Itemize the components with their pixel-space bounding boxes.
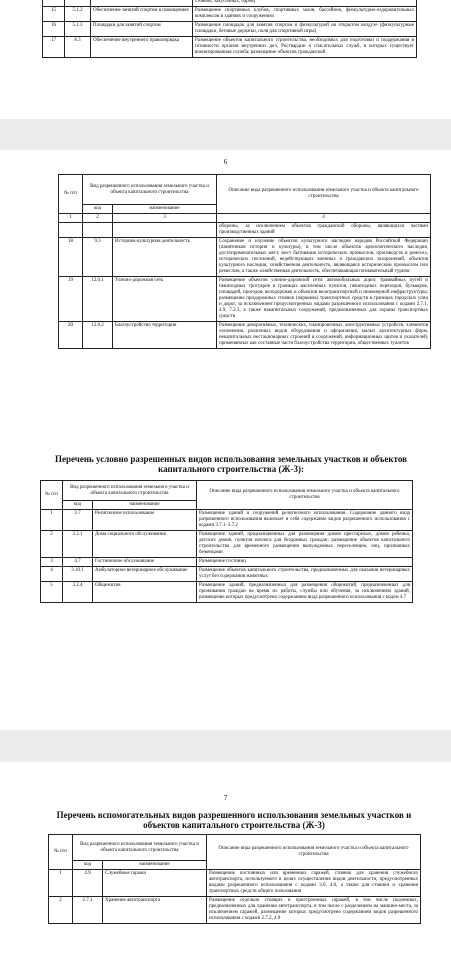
- table-row: [41, 510, 413, 531]
- document-page-7: [0, 762, 451, 960]
- row-name: Религиозное использование: [93, 510, 197, 531]
- row-number: 2: [49, 897, 73, 924]
- section-title-auxiliary-uses: Перечень вспомогательных видов разрешенного использования земельных участков и объектов капитального строительства (Ж-3): [56, 810, 412, 830]
- auxiliary-uses-table: [48, 834, 421, 924]
- row-name: Улично-дорожная сеть: [113, 277, 217, 322]
- permitted-uses-table-continued: [42, 0, 417, 58]
- row-code: [83, 223, 113, 238]
- row-description: Размещение гостиниц: [197, 558, 413, 567]
- row-name: Площадки для занятий спортом: [91, 22, 193, 37]
- row-number: 1: [41, 510, 63, 531]
- row-number: 18: [59, 238, 83, 277]
- table-row: [43, 37, 417, 58]
- row-code: 5.1.2: [65, 7, 91, 22]
- col-number-4: 4: [217, 214, 431, 223]
- row-name: Служебные гаражи: [103, 870, 207, 897]
- page-gap: [0, 730, 451, 762]
- row-description: обороны, за исключением объектов гражданской обороны, являющихся частями производственных зданий: [217, 223, 431, 238]
- row-name: [113, 223, 217, 238]
- table-row: [59, 238, 431, 277]
- col-number-3: 3: [113, 214, 217, 223]
- row-name: Обеспечение внутреннего правопорядка: [91, 37, 193, 58]
- page-number: 6: [223, 158, 228, 166]
- page-gap: [0, 119, 451, 150]
- permitted-uses-table: [58, 174, 431, 349]
- row-name: Историко-культурная деятельность: [113, 238, 217, 277]
- row-number: 20: [59, 322, 83, 349]
- table-row: [41, 582, 413, 603]
- col-header-use-type: Вид разрешенного использования земельного участка и объекта капитального строительства: [73, 835, 207, 861]
- table-row: [43, 7, 417, 22]
- row-number: 2: [41, 531, 63, 558]
- row-code: 3.2.4: [63, 582, 93, 603]
- col-header-name: наименование: [103, 861, 207, 870]
- col-header-number: № п/п: [49, 835, 73, 870]
- col-number-2: 2: [83, 214, 113, 223]
- col-header-description: Описание вида разрешенного использования земельного участка и объекта капитального строительства: [217, 175, 431, 214]
- col-header-use-type: Вид разрешенного использования земельного участка и объекта капитального строительства: [83, 175, 217, 205]
- col-header-name: наименование: [93, 501, 197, 510]
- row-code: 3.2.1: [63, 531, 93, 558]
- row-description: Размещение отдельно стоящих и пристроенных гаражей, в том числе подземных, предназначенных для хранения автотранспорта, в том числе с разделением на машино-места, за исключением гаражей, размещение которых предусмотрено содержанием видов разрешенного использования с кодами 2.7.2, 4.9: [207, 897, 421, 924]
- row-code: 5.1.3: [65, 22, 91, 37]
- col-header-number: № п/п: [59, 175, 83, 214]
- row-description: Размещение постоянных или временных гаражей, стоянок для хранения служебного автотранспорта, используемого в целях осуществления видов деятельности, предусмотренных видами разрешенного использования с кодами 3.0, 4.0, а также для стоянки и хранения транспортных средств общего пользования: [207, 870, 421, 897]
- document-page-fragment: [0, 0, 451, 119]
- row-number: 15: [43, 7, 65, 22]
- table-row: [49, 897, 421, 924]
- row-number: 19: [59, 277, 83, 322]
- row-code: 4.7: [63, 558, 93, 567]
- row-code: 3.10.1: [63, 567, 93, 582]
- row-number: 4: [41, 567, 63, 582]
- col-header-description: Описание вида разрешенного использования земельного участка и объекта капитального строительства: [197, 481, 413, 510]
- col-header-code: код: [73, 861, 103, 870]
- row-code: 2.7.1: [73, 897, 103, 924]
- row-code: 8.3: [65, 37, 91, 58]
- row-description: Размещение спортивных клубов, спортивных залов, бассейнов, физкультурно-оздоровительных комплексов в зданиях и сооружениях: [193, 7, 417, 22]
- table-row: [41, 558, 413, 567]
- row-code: 9.3: [83, 238, 113, 277]
- row-name: Дома социального обслуживания: [93, 531, 197, 558]
- row-description: Размещение зданий, предназначенных для размещения общежитий, предназначенных для проживания граждан на время их работы, службы или обучения, за исключением зданий, размещение которых предусмотрено содержанием вида разрешенного использования с кодом 4.7: [197, 582, 413, 603]
- table-row: [59, 277, 431, 322]
- row-description: Размещение объектов капитального строительства, необходимых для подготовки и поддержания в готовности органов внутренних дел, Росгвардии и спасательных служб, в которых существует военизированная служба; размещение объектов гражданской: [193, 37, 417, 58]
- row-number: 16: [43, 22, 65, 37]
- col-number-1: 1: [59, 214, 83, 223]
- table-row: [41, 567, 413, 582]
- row-name: Хранение автотранспорта: [103, 897, 207, 924]
- row-code: 12.0.2: [83, 322, 113, 349]
- page-number: 7: [223, 794, 228, 802]
- row-name: Амбулаторное ветеринарное обслуживание: [93, 567, 197, 582]
- section-title-conditional-uses: Перечень условно разрешенных видов использования земельных участков и объектов капитального строительства (Ж-3):: [55, 454, 407, 474]
- row-description: Размещение объектов капитального строительства, предназначенных для оказания ветеринарных услуг без содержания животных: [197, 567, 413, 582]
- row-number: 3: [41, 558, 63, 567]
- row-name: Благоустройство территории: [113, 322, 217, 349]
- row-description: Размещение зданий, предназначенных для размещения домов престарелых, домов ребенка, детских домов, пунктов ночлега для бездомных граждан; размещение объектов капитального строительства для временного размещения вынужденных переселенцев, лиц, признанных беженцами: [197, 531, 413, 558]
- row-name: Общежития: [93, 582, 197, 603]
- col-header-number: № п/п: [41, 481, 63, 510]
- row-description: Размещение площадок для занятия спортом и физкультурой на открытом воздухе (физкультурные площадки, беговые дорожки, поля для спортивной игры): [193, 22, 417, 37]
- row-description: стоянок, закусочных, баров): [193, 0, 417, 7]
- row-code: 3.7: [63, 510, 93, 531]
- row-number: 1: [49, 870, 73, 897]
- row-description: Сохранение и изучение объектов культурного наследия народов Российской Федерации (памятников истории и культуры), в том числе объектов археологического наследия, достопримечательных мест, мест бытования исторических промыслов, производств и ремесел, исторических поселений, недействующих военных и гражданских захоронений, объектов культурного наследия, хозяйственная деятельность, являющаяся историческим промыслом или ремеслом, а также хозяйственная деятельность, обеспечивающая познавательный туризм: [217, 238, 431, 277]
- col-header-use-type: Вид разрешенного использования земельного участка и объекта капитального строительства: [63, 481, 197, 501]
- row-description: Размещение зданий и сооружений религиозного использования. Содержание данного вида разрешенного использования включает в себя содержание видов разрешенного использования с кодами 3.7.1–3.7.2: [197, 510, 413, 531]
- table-row: [41, 531, 413, 558]
- conditional-uses-table: [40, 480, 413, 603]
- row-code: 12.0.1: [83, 277, 113, 322]
- row-code: 4.9: [73, 870, 103, 897]
- row-number: [59, 223, 83, 238]
- row-name: Обеспечение занятий спортом в помещениях: [91, 7, 193, 22]
- row-description: Размещение декоративных, технических, планировочных, конструктивных устройств, элементов озеленения, различных видов оборудования и оформления, малых архитектурных форм, некапитальных нестационарных строений и сооружений, информационных щитов и указателей, применяемых как составные части благоустройства территории, общественных туалетов: [217, 322, 431, 349]
- row-name: Гостиничное обслуживание: [93, 558, 197, 567]
- document-page-6: [0, 150, 451, 730]
- row-number: 17: [43, 37, 65, 58]
- table-row: [59, 322, 431, 349]
- table-row: [59, 223, 431, 238]
- row-description: Размещение объектов улично-дорожной сети: автомобильных дорог, трамвайных путей и пешеходных тротуаров в границах населенных пунктов, пешеходных переходов, бульваров, площадей, проездов, велодорожек и объектов велотранспортной и инженерной инфраструктуры; размещение придорожных стоянок (парковок) транспортных средств в границах городских улиц и дорог, за исключением предусмотренных видами разрешенного использования с кодами 2.7.1, 4.9, 7.2.3, а также некапитальных сооружений, предназначенных для охраны транспортных средств: [217, 277, 431, 322]
- col-header-code: код: [63, 501, 93, 510]
- row-number: 5: [41, 582, 63, 603]
- col-header-name: наименование: [113, 205, 217, 214]
- table-row: [49, 870, 421, 897]
- table-row: [43, 22, 417, 37]
- col-header-code: код: [83, 205, 113, 214]
- col-header-description: Описание вида разрешенного использования земельного участка и объекта капитального строительства: [207, 835, 421, 870]
